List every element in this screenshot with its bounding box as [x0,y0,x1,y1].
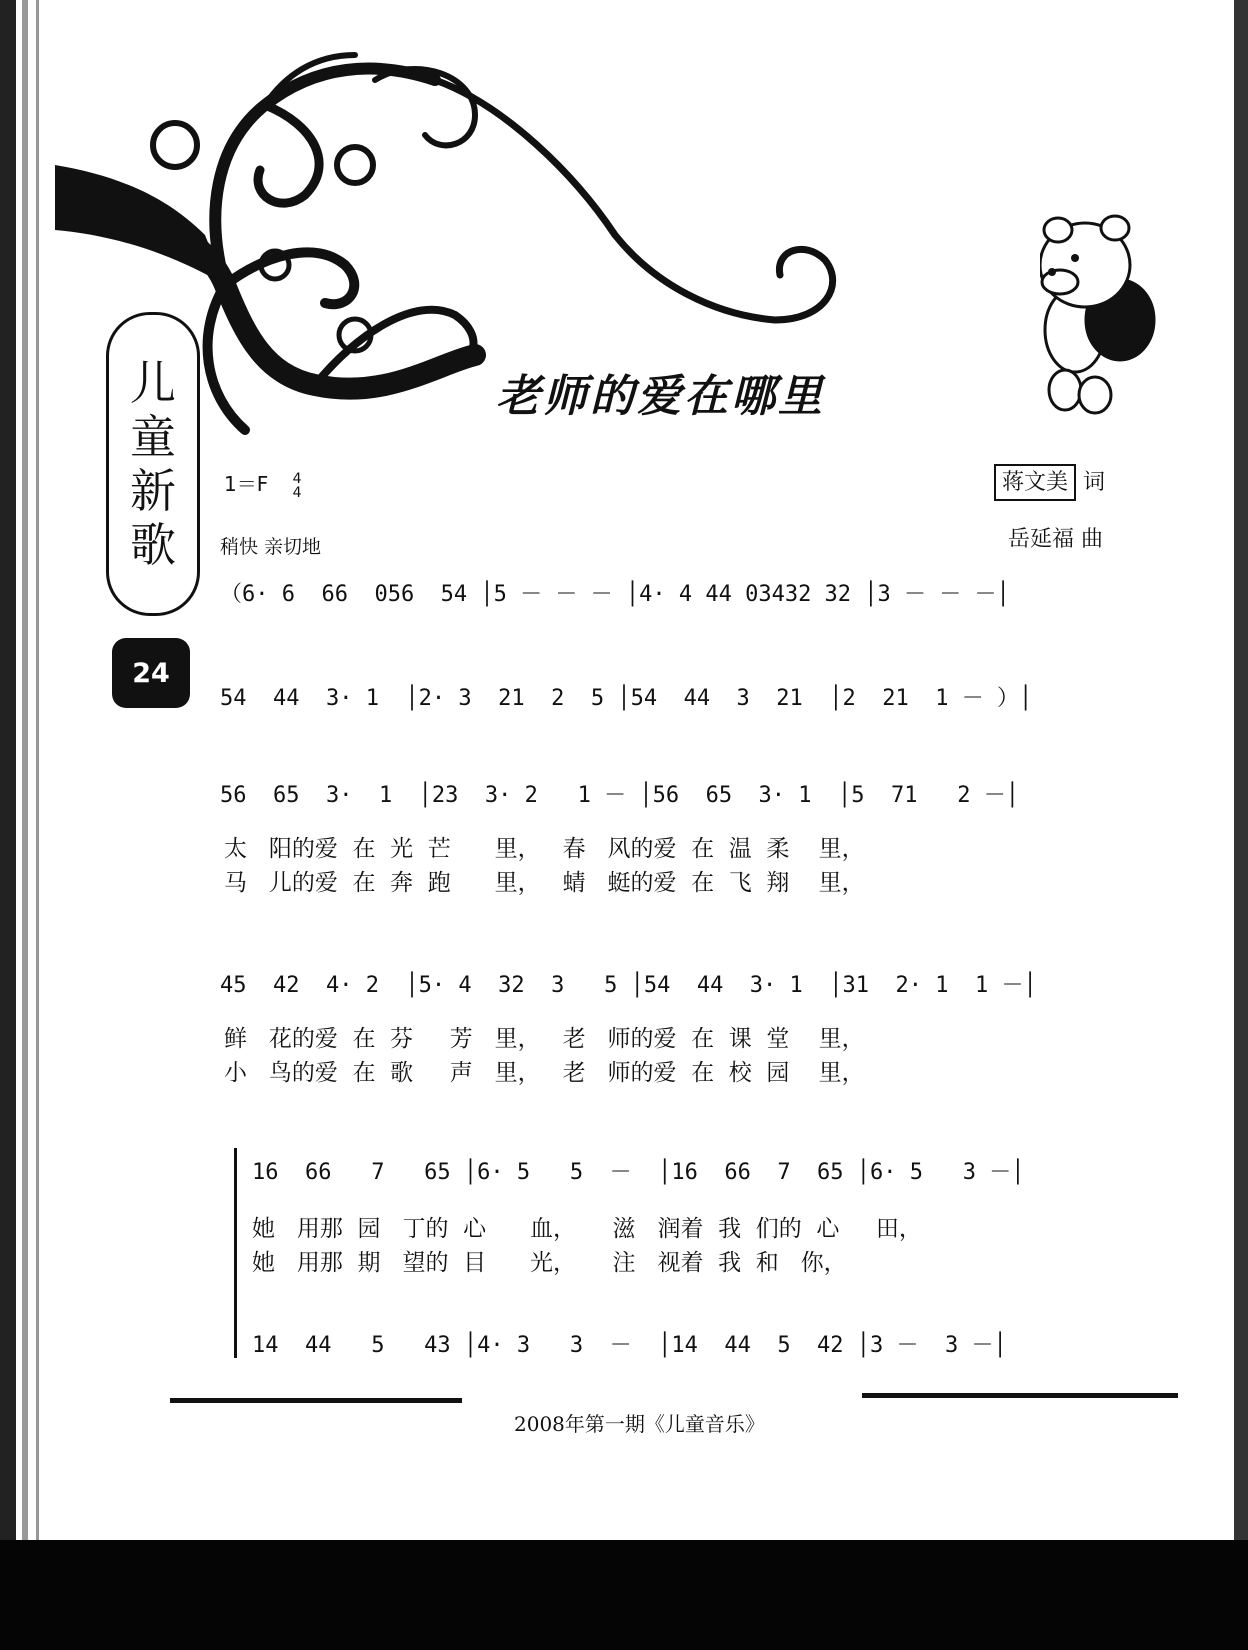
composer-credit: 岳延福 曲 [1008,527,1103,552]
lyricist-role: 词 [1083,470,1106,495]
lyric-line: 鲜 花的爱 在 芬 芳 里， 老 师的爱 在 课 堂 里， [224,1026,865,1052]
column-label-char: 童 [130,410,176,464]
score-line: 14 44 5 43 │4· 3 3 － │14 44 5 42 │3 － 3 －│ [252,1333,1007,1358]
lyric-line: 马 儿的爱 在 奔 跑 里， 蜻 蜓的爱 在 飞 翔 里， [224,870,865,896]
book-spine-shadow [0,0,16,1540]
score-line: 16 66 7 65 │6· 5 5 － │16 66 7 65 │6· 5 3 －│ [252,1160,1025,1185]
system-bracket [234,1148,237,1358]
page-edge-shadow [1234,0,1248,1540]
key-signature [224,468,302,500]
scan-border [0,1540,1248,1650]
score-line: （6· 6 66 056 54 │5 － － － │4· 4 44 03432 32 │3 － － －│ [220,582,1010,607]
score-line: 45 42 4· 2 │5· 4 32 3 5 │54 44 3· 1 │31 2· 1 1 －│ [220,973,1037,998]
tempo-marking: 稍快 亲切地 [220,536,322,558]
song-title: 老师的爱在哪里 [496,371,825,422]
lyricist-credit [994,465,1105,496]
lyric-line: 她 用那 期 望的 目 光， 注 视着 我 和 你， [252,1250,847,1276]
time-signature-top: 4 [292,470,302,487]
column-label-char: 歌 [130,518,176,572]
page-number: 24 [112,638,190,708]
column-label [106,312,200,616]
lyric-line: 她 用那 园 丁的 心 血， 滋 润着 我 们的 心 田， [252,1216,922,1242]
bear-illustration [1040,210,1170,415]
column-label-char: 新 [130,464,176,518]
time-signature [293,472,302,500]
publication-footer: 2008年第一期《儿童音乐》 [514,1412,765,1436]
footer-rule-right [862,1393,1178,1398]
key-label: 1＝F [224,472,269,496]
score-line: 54 44 3· 1 │2· 3 21 2 5 │54 44 3 21 │2 21 1 － ）│ [220,686,1033,711]
lyric-line: 小 鸟的爱 在 歌 声 里， 老 师的爱 在 校 园 里， [224,1060,865,1086]
score-line: 56 65 3· 1 │23 3· 2 1 － │56 65 3· 1 │5 71 2 －│ [220,783,1019,808]
time-signature-bottom: 4 [292,484,302,501]
footer-rule-left [170,1398,462,1403]
book-spine-shadow [36,0,39,1540]
column-label-char: 儿 [130,356,176,410]
book-spine-shadow [22,0,28,1540]
lyric-line: 太 阳的爱 在 光 芒 里， 春 风的爱 在 温 柔 里， [224,836,865,862]
lyricist-name: 蒋文美 [994,464,1076,501]
